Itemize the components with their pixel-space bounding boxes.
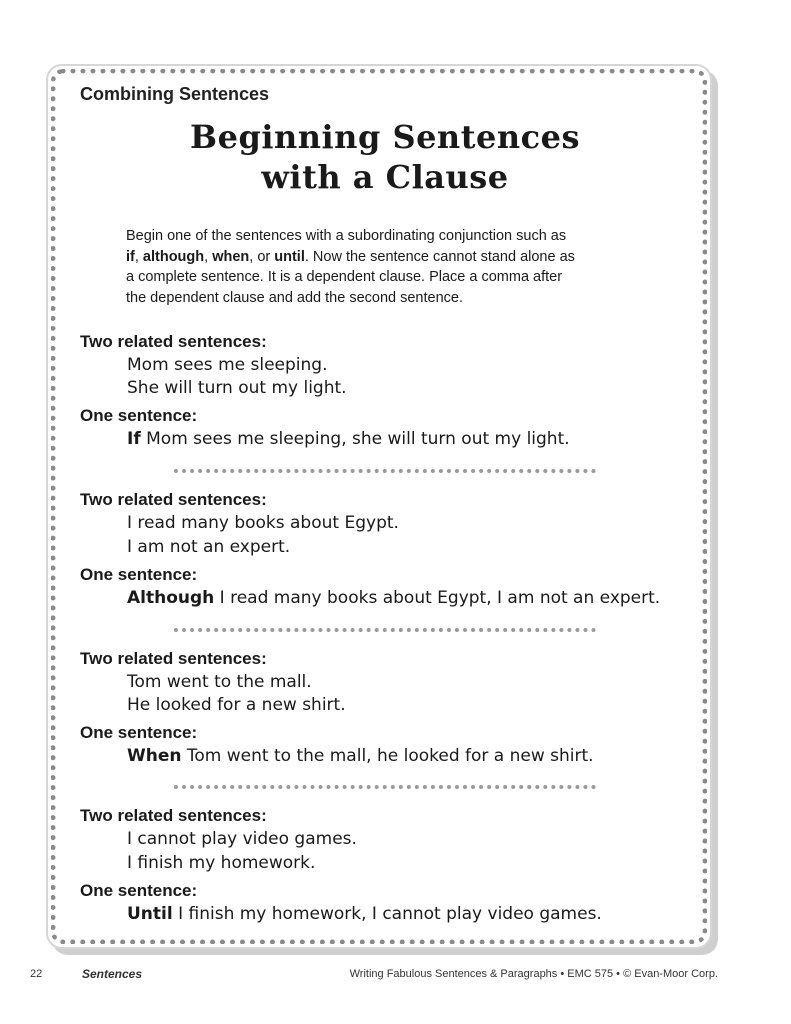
conjunction: If bbox=[127, 429, 141, 449]
combined-sentence bbox=[127, 746, 594, 766]
footer-section-name: Sentences bbox=[82, 967, 143, 981]
combined-sentence bbox=[127, 588, 660, 608]
instructions-text: , or bbox=[249, 248, 275, 265]
conjunction: Although bbox=[127, 588, 215, 608]
related-sentences-heading: Two related sentences: bbox=[80, 806, 267, 825]
conjunction-until: until bbox=[274, 248, 305, 265]
one-sentence-heading: One sentence: bbox=[80, 881, 198, 900]
conjunction: Until bbox=[127, 904, 173, 924]
related-sentence: She will turn out my light. bbox=[127, 378, 347, 398]
footer-credit: Writing Fabulous Sentences & Paragraphs • EMC 575 • © Evan-Moor Corp. bbox=[349, 968, 718, 980]
instructions-text: the dependent clause and add the second sentence. bbox=[126, 289, 463, 306]
related-sentence: I cannot play video games. bbox=[127, 829, 357, 849]
related-sentence: I am not an expert. bbox=[127, 537, 291, 557]
page-title-line-1: Beginning Sentences bbox=[190, 118, 580, 156]
example-separator bbox=[174, 469, 596, 473]
one-sentence-heading: One sentence: bbox=[80, 723, 198, 742]
combined-sentence-rest: Tom went to the mall, he looked for a new shirt. bbox=[181, 746, 594, 766]
combined-sentence bbox=[127, 429, 570, 449]
page-title-line-2: with a Clause bbox=[261, 158, 509, 196]
related-sentences-heading: Two related sentences: bbox=[80, 490, 267, 509]
related-sentence: I read many books about Egypt. bbox=[127, 513, 399, 533]
page-number: 22 bbox=[30, 968, 43, 980]
related-sentences-heading: Two related sentences: bbox=[80, 649, 267, 668]
conjunction-when: when bbox=[212, 248, 250, 265]
example-separator bbox=[174, 628, 596, 632]
instructions-text: Begin one of the sentences with a subordinating conjunction such as bbox=[126, 228, 567, 244]
one-sentence-heading: One sentence: bbox=[80, 565, 198, 584]
combined-sentence-rest: I read many books about Egypt, I am not an expert. bbox=[214, 588, 661, 608]
instructions-text: , bbox=[204, 248, 213, 265]
related-sentence: He looked for a new shirt. bbox=[127, 695, 346, 715]
combined-sentence-rest: Mom sees me sleeping, she will turn out my light. bbox=[140, 429, 570, 449]
one-sentence-heading: One sentence: bbox=[80, 406, 198, 425]
instructions-text: . Now the sentence cannot stand alone as bbox=[304, 248, 575, 265]
example-separator bbox=[174, 785, 596, 789]
conjunction: When bbox=[127, 746, 182, 766]
conjunction-although: although bbox=[142, 248, 205, 265]
conjunction-if: if bbox=[126, 248, 135, 265]
combined-sentence-rest: I finish my homework, I cannot play video games. bbox=[172, 904, 602, 924]
instructions-text: a complete sentence. It is a dependent clause. Place a comma after bbox=[126, 269, 563, 285]
related-sentence: Mom sees me sleeping. bbox=[127, 355, 328, 375]
combined-sentence bbox=[127, 904, 602, 924]
section-label: Combining Sentences bbox=[80, 84, 270, 104]
instructions-paragraph bbox=[126, 226, 666, 308]
instructions-text: , bbox=[134, 248, 143, 265]
related-sentence: Tom went to the mall. bbox=[127, 672, 312, 692]
related-sentences-heading: Two related sentences: bbox=[80, 332, 267, 351]
related-sentence: I finish my homework. bbox=[127, 853, 316, 873]
